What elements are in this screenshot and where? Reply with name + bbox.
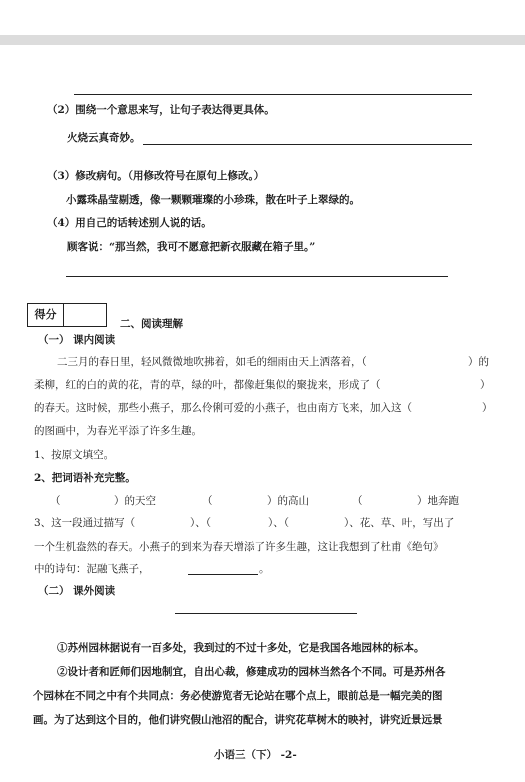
section-title: 二、阅读理解 [120, 318, 183, 330]
para-2-line2: 个园林在不同之中有个共同点：务必使游览者无论站在哪个点上，眼前总是一幅完美的图 [33, 690, 443, 702]
part1-title: （一） 课内阅读 [38, 334, 116, 346]
q2-sentence: 火烧云真奇妙。 [67, 132, 141, 144]
answer-line [74, 94, 472, 95]
q3-sentence: 小露珠晶莹剔透，像一颗颗璀璨的小珍珠，散在叶子上翠绿的。 [66, 194, 360, 206]
part2-title: （二） 课外阅读 [38, 585, 116, 597]
question-3-c: ）、（ [268, 517, 289, 529]
answer-line [143, 144, 472, 145]
title-line [175, 613, 357, 614]
question-3-b: ）、（ [190, 517, 211, 529]
q2-title: （2）围绕一个意思来写，让句子表达得更具体。 [47, 104, 275, 116]
question-1: 1、按原文填空。 [34, 449, 115, 461]
answer-line [66, 276, 448, 277]
window-top-bar [0, 35, 525, 45]
para-2-line3: 画。为了达到这个目的，他们讲究假山池沼的配合，讲究花草树木的映衬，讲究近景远景 [33, 714, 443, 726]
para-1: ①苏州园林据说有一百多处，我到过的不过十多处，它是我国各地园林的标本。 [57, 642, 425, 654]
word-c-close: ）地奔跑 [417, 495, 459, 507]
word-b-open: （ [202, 495, 213, 507]
page-footer: 小语三（下） -2- [214, 749, 297, 761]
question-3-line3b: 。 [259, 563, 270, 575]
word-c-open: （ [352, 495, 363, 507]
q4-title: （4）用自己的话转述别人说的话。 [47, 217, 212, 229]
answer-line [188, 574, 258, 575]
question-2: 2、把词语补充完整。 [34, 472, 136, 484]
question-3-a: 3、这一段通过描写（ [34, 517, 136, 529]
passage-line-4: 的图画中，为春光平添了许多生趣。 [34, 425, 202, 437]
passage-line-3a: 的春天。这时候，那些小燕子，那么伶俐可爱的小燕子，也由南方飞来，加入这（ [34, 402, 412, 414]
passage-line-2b: ） [480, 379, 491, 391]
score-box [27, 303, 107, 327]
passage-line-1a: 二三月的春日里，轻风微微地吹拂着，如毛的细雨由天上洒落着，（ [57, 356, 367, 368]
passage-line-2a: 柔柳，红的白的黄的花，青的草，绿的叶，都像赶集似的聚拢来，形成了（ [34, 379, 381, 391]
question-3-line2: 一个生机盎然的春天。小燕子的到来为春天增添了许多生趣，这让我想到了杜甫《绝句》 [34, 541, 444, 553]
word-a-close: ）的天空 [114, 495, 156, 507]
word-a-open: （ [50, 495, 61, 507]
score-label: 得分 [28, 304, 64, 326]
passage-line-1b: ）的 [468, 356, 489, 368]
question-3-d: ）、花、草、叶，写出了 [344, 517, 455, 529]
para-2-line1: ②设计者和匠师们因地制宜，自出心裁，修建成功的园林当然各个不同。可是苏州各 [57, 666, 446, 678]
question-3-line3a: 中的诗句：泥融飞燕子， [34, 563, 150, 575]
score-input-cell[interactable] [64, 304, 106, 326]
q3-title: （3）修改病句。（用修改符号在原句上修改。） [47, 170, 265, 182]
passage-line-3b: ） [482, 402, 493, 414]
word-b-close: ）的高山 [267, 495, 309, 507]
q4-sentence: 顾客说：“那当然，我可不愿意把新衣服藏在箱子里。” [67, 241, 316, 253]
